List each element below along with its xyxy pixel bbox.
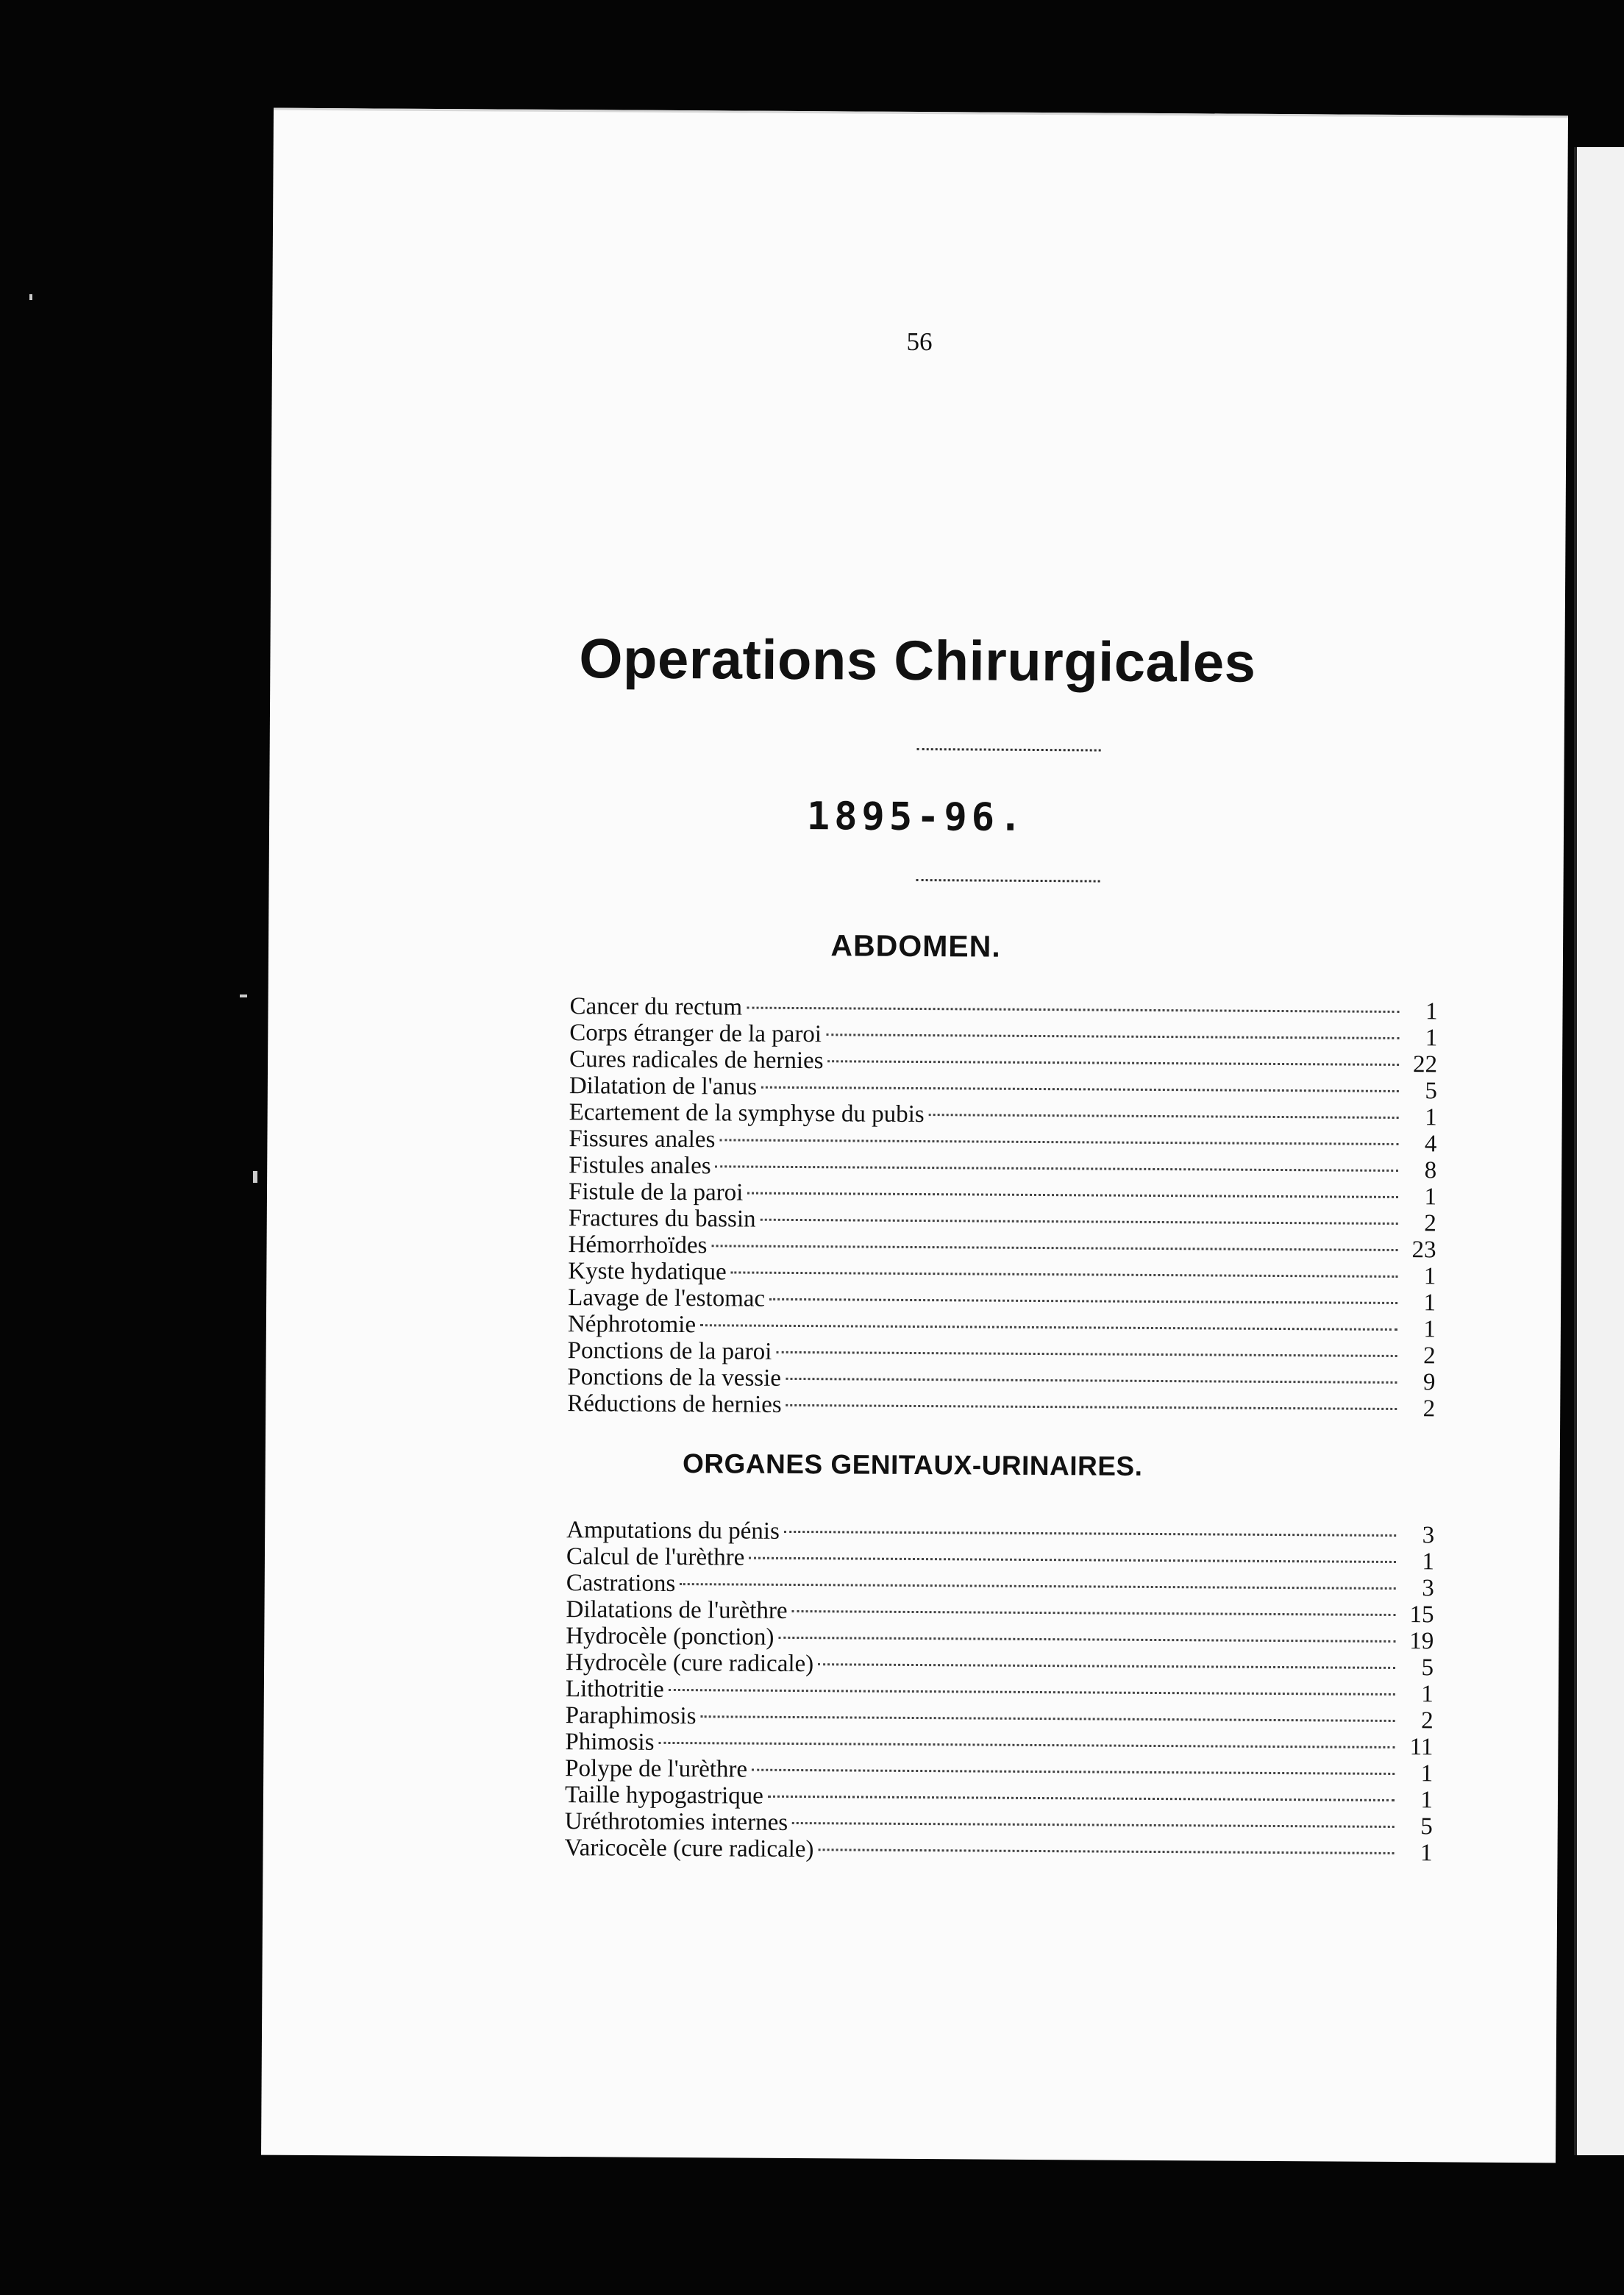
operation-count: 2 xyxy=(1421,1707,1434,1734)
dot-leader xyxy=(680,1583,1396,1590)
operation-name: Réductions de hernies xyxy=(567,1390,782,1418)
operation-name: Cancer du rectum xyxy=(569,993,743,1021)
dot-leader xyxy=(778,1637,1395,1643)
dot-leader xyxy=(669,1689,1395,1696)
operation-count: 1 xyxy=(1425,1104,1437,1131)
operation-name: Taille hypogastrique xyxy=(564,1782,763,1810)
operation-name: Néphrotomie xyxy=(567,1311,697,1339)
page-number: 56 xyxy=(906,327,933,357)
operation-count: 1 xyxy=(1422,1548,1435,1576)
operation-name: Uréthrotomies internes xyxy=(564,1808,788,1836)
dot-leader xyxy=(828,1060,1400,1066)
dot-leader xyxy=(769,1298,1397,1304)
operation-count: 3 xyxy=(1422,1575,1434,1602)
operation-count: 3 xyxy=(1422,1522,1435,1549)
operation-count: 1 xyxy=(1425,998,1438,1025)
operations-list-abdomen xyxy=(567,993,1437,1422)
operation-name: Amputations du pénis xyxy=(566,1517,780,1545)
operation-name: Calcul de l'urèthre xyxy=(566,1543,745,1571)
dot-leader xyxy=(747,1192,1398,1198)
dot-leader xyxy=(792,1610,1396,1616)
operation-count: 1 xyxy=(1420,1760,1434,1787)
operation-name: Cures radicales de hernies xyxy=(569,1046,824,1075)
dot-leader xyxy=(716,1165,1399,1172)
dot-leader xyxy=(700,1324,1397,1331)
operation-name: Paraphimosis xyxy=(565,1702,697,1730)
list-item xyxy=(564,1835,1432,1866)
dot-leader xyxy=(761,1086,1399,1092)
operation-name: Polype de l'urèthre xyxy=(565,1755,748,1783)
dot-leader xyxy=(776,1351,1397,1357)
operation-name: Lavage de l'estomac xyxy=(568,1284,766,1312)
operation-name: Lithotritie xyxy=(565,1676,664,1703)
operation-count: 8 xyxy=(1424,1157,1437,1184)
list-item xyxy=(568,1284,1436,1316)
list-item xyxy=(566,1702,1434,1734)
operation-count: 5 xyxy=(1420,1813,1433,1840)
dot-leader xyxy=(731,1271,1398,1278)
list-item xyxy=(566,1649,1434,1681)
operation-name: Phimosis xyxy=(565,1729,655,1756)
dot-leader xyxy=(752,1769,1395,1775)
operation-name: Castrations xyxy=(566,1570,676,1597)
document-page xyxy=(261,108,1568,2163)
year-heading: 1895-96. xyxy=(806,794,1027,840)
section-heading-genito-urinary: ORGANES GENITAUX-URINAIRES. xyxy=(682,1448,1143,1481)
dot-leader xyxy=(658,1742,1395,1748)
operation-name: Hydrocèle (ponction) xyxy=(566,1623,774,1651)
scan-speck xyxy=(29,294,32,300)
adjacent-page-edge xyxy=(1574,147,1624,2155)
page-title: Operations Chirurgicales xyxy=(579,627,1256,694)
operation-count: 5 xyxy=(1425,1078,1437,1105)
section-heading-abdomen: ABDOMEN. xyxy=(830,928,1001,964)
divider-bottom xyxy=(916,879,1100,883)
operation-count: 1 xyxy=(1423,1263,1436,1290)
operation-count: 4 xyxy=(1424,1131,1437,1158)
operation-count: 2 xyxy=(1422,1395,1436,1423)
operation-count: 1 xyxy=(1425,1025,1438,1052)
scan-speck xyxy=(240,995,247,997)
operation-count: 1 xyxy=(1421,1681,1434,1708)
operation-count: 2 xyxy=(1423,1342,1436,1370)
dot-leader xyxy=(786,1404,1397,1410)
operation-count: 1 xyxy=(1420,1787,1434,1814)
operation-name: Ponctions de la vessie xyxy=(567,1364,782,1392)
operation-name: Hémorrhoïdes xyxy=(568,1231,708,1259)
dot-leader xyxy=(792,1822,1395,1828)
operation-name: Corps étranger de la paroi xyxy=(569,1020,822,1048)
dot-leader xyxy=(826,1033,1399,1039)
list-item xyxy=(567,1390,1435,1422)
dot-leader xyxy=(818,1849,1394,1854)
operation-name: Dilatation de l'anus xyxy=(569,1072,758,1100)
operation-count: 5 xyxy=(1421,1654,1434,1682)
operation-count: 1 xyxy=(1423,1289,1436,1317)
dot-leader xyxy=(711,1245,1397,1251)
operation-count: 23 xyxy=(1411,1237,1436,1264)
dot-leader xyxy=(929,1114,1399,1119)
dot-leader xyxy=(768,1796,1395,1801)
operation-count: 1 xyxy=(1424,1184,1437,1211)
dot-leader xyxy=(747,1007,1399,1013)
operation-name: Fistules anales xyxy=(569,1152,711,1180)
dot-leader xyxy=(761,1219,1398,1225)
operation-name: Varicocèle (cure radicale) xyxy=(564,1835,814,1863)
operation-count: 1 xyxy=(1423,1316,1436,1343)
operation-name: Dilatations de l'urèthre xyxy=(566,1596,788,1624)
operation-name: Ponctions de la paroi xyxy=(567,1337,772,1365)
operation-name: Fractures du bassin xyxy=(568,1205,756,1233)
dot-leader xyxy=(749,1557,1396,1563)
scan-speck xyxy=(253,1171,257,1183)
dot-leader xyxy=(786,1378,1397,1384)
dot-leader xyxy=(784,1531,1396,1537)
operation-count: 1 xyxy=(1420,1840,1433,1867)
operation-count: 11 xyxy=(1409,1734,1434,1761)
operation-name: Fistule de la paroi xyxy=(568,1178,744,1206)
operation-count: 9 xyxy=(1422,1369,1436,1396)
operation-name: Kyste hydatique xyxy=(568,1258,727,1286)
operation-count: 22 xyxy=(1412,1051,1438,1078)
operation-count: 19 xyxy=(1409,1628,1434,1655)
dot-leader xyxy=(700,1715,1395,1722)
operations-list-genito-urinary xyxy=(564,1517,1434,1866)
divider-top xyxy=(917,748,1101,752)
operation-name: Hydrocèle (cure radicale) xyxy=(566,1649,814,1678)
list-item xyxy=(566,1543,1434,1575)
operation-count: 15 xyxy=(1409,1601,1434,1629)
operation-name: Fissures anales xyxy=(569,1125,716,1153)
operation-name: Ecartement de la symphyse du pubis xyxy=(569,1099,925,1128)
dot-leader xyxy=(818,1663,1395,1669)
operation-count: 2 xyxy=(1424,1210,1436,1237)
dot-leader xyxy=(719,1139,1398,1145)
